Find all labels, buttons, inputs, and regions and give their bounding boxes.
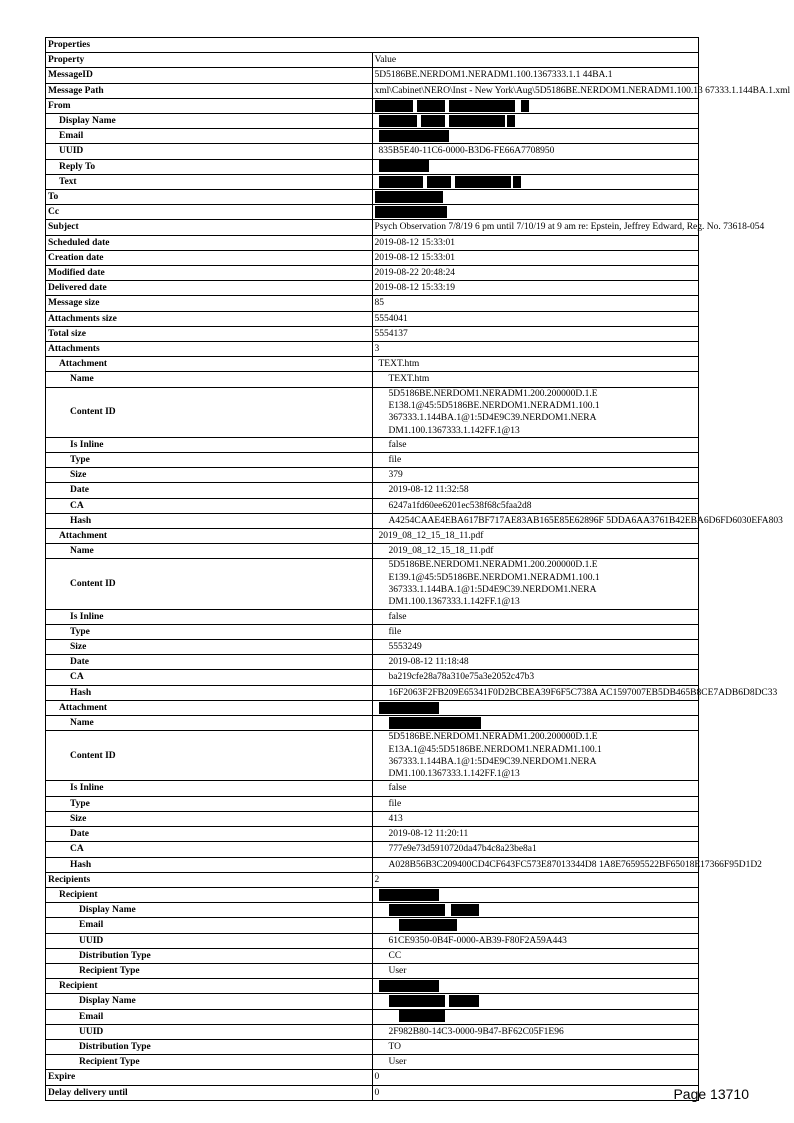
property-name: Size [46, 640, 373, 655]
property-value: 777e9e73d5910720da47b4c8a23be8a1 [372, 842, 699, 857]
property-value: 2F982B80-14C3-0000-9B47-BF62C05F1E96 [372, 1024, 699, 1039]
property-value: ba219cfe28a78a310e75a3e2052c47b3 [372, 670, 699, 685]
property-value: 5D5186BE.NERDOM1.NERADM1.200.200000D.1.E E138.1@45:5D5186BE.NERDOM1.NERADM1.100.1 367333.1.144BA.1@1:5D4E9C39.NERDOM1.NERA DM1.100.1367333.1.142FF.1@13 [372, 387, 699, 437]
property-name: Is Inline [46, 781, 373, 796]
property-name: Recipient Type [46, 963, 373, 978]
redaction-bar [521, 100, 529, 112]
property-name: Reply To [46, 159, 373, 174]
table-row [46, 544, 699, 559]
property-name: Recipient [46, 887, 373, 902]
table-row [46, 387, 699, 437]
table-row [46, 296, 699, 311]
redaction-bar [399, 1010, 445, 1022]
table-title: Properties [46, 38, 699, 53]
property-value: TO [372, 1039, 699, 1054]
property-value: 2 [372, 872, 699, 887]
property-value: 5D5186BE.NERDOM1.NERADM1.100.1367333.1.1 44BA.1 [372, 68, 699, 83]
property-name: CA [46, 670, 373, 685]
table-row [46, 857, 699, 872]
table-row [46, 811, 699, 826]
property-name: Attachment [46, 700, 373, 715]
table-row [46, 887, 699, 902]
redaction-bar [379, 176, 423, 188]
property-name: Email [46, 918, 373, 933]
table-row [46, 68, 699, 83]
table-row [46, 98, 699, 113]
property-name: Distribution Type [46, 948, 373, 963]
property-value: 835B5E40-11C6-0000-B3D6-FE66A7708950 [372, 144, 699, 159]
property-name: UUID [46, 933, 373, 948]
redaction-bar [497, 176, 511, 188]
property-name: Is Inline [46, 609, 373, 624]
redaction-bar [379, 702, 439, 714]
property-value: Psych Observation 7/8/19 6 pm until 7/10/19 at 9 am re: Epstein, Jeffrey Edward, Reg. No. 73618-054 [372, 220, 699, 235]
property-name: Content ID [46, 387, 373, 437]
table-row [46, 1085, 699, 1100]
property-value: 5D5186BE.NERDOM1.NERADM1.200.200000D.1.E E139.1@45:5D5186BE.NERDOM1.NERADM1.100.1 367333.1.144BA.1@1:5D4E9C39.NERDOM1.NERA DM1.100.1367333.1.142FF.1@13 [372, 559, 699, 609]
property-name: Content ID [46, 559, 373, 609]
property-value: file [372, 624, 699, 639]
redaction-bar [379, 980, 439, 992]
property-name: Hash [46, 513, 373, 528]
table-row [46, 38, 699, 53]
table-row [46, 437, 699, 452]
property-name: Is Inline [46, 437, 373, 452]
table-row [46, 357, 699, 372]
table-row [46, 483, 699, 498]
redacted-value [372, 887, 699, 902]
table-row [46, 129, 699, 144]
property-value: 2019-08-12 11:32:58 [372, 483, 699, 498]
table-row [46, 933, 699, 948]
table-row [46, 342, 699, 357]
property-name: Hash [46, 857, 373, 872]
property-name: Email [46, 129, 373, 144]
redaction-bar [375, 191, 443, 203]
property-value: false [372, 437, 699, 452]
property-name: CA [46, 498, 373, 513]
property-value: 2019-08-12 15:33:19 [372, 281, 699, 296]
table-row [46, 529, 699, 544]
table-row [46, 372, 699, 387]
property-name: MessageID [46, 68, 373, 83]
table-row [46, 190, 699, 205]
table-row [46, 716, 699, 731]
redacted-value [372, 159, 699, 174]
property-name: Recipients [46, 872, 373, 887]
property-value: 5D5186BE.NERDOM1.NERADM1.200.200000D.1.E E13A.1@45:5D5186BE.NERDOM1.NERADM1.100.1 367333.1.144BA.1@1:5D4E9C39.NERDOM1.NERA DM1.100.1367333.1.142FF.1@13 [372, 731, 699, 781]
property-name: Modified date [46, 266, 373, 281]
redaction-bar [451, 904, 479, 916]
property-value: 2019-08-12 11:20:11 [372, 827, 699, 842]
table-row [46, 670, 699, 685]
table-row [46, 205, 699, 220]
property-name: Attachments size [46, 311, 373, 326]
table-row [46, 640, 699, 655]
redaction-bar [427, 176, 451, 188]
table-row [46, 1055, 699, 1070]
table-row [46, 281, 699, 296]
property-name: Attachments [46, 342, 373, 357]
property-value: xml\Cabinet\NERO\Inst - New York\Aug\5D5186BE.NERDOM1.NERADM1.100.13 67333.1.144BA.1.xml [372, 83, 699, 98]
table-row [46, 872, 699, 887]
redacted-value [372, 190, 699, 205]
redacted-value [372, 716, 699, 731]
property-name: To [46, 190, 373, 205]
redaction-bar [449, 100, 503, 112]
redaction-bar [379, 160, 429, 172]
table-row [46, 250, 699, 265]
property-name: Content ID [46, 731, 373, 781]
redaction-bar [449, 995, 479, 1007]
property-name: Creation date [46, 250, 373, 265]
property-value: Value [372, 53, 699, 68]
redaction-bar [503, 100, 515, 112]
table-row [46, 326, 699, 341]
property-name: Property [46, 53, 373, 68]
property-value: 2019_08_12_15_18_11.pdf [372, 529, 699, 544]
table-row [46, 624, 699, 639]
property-value: 379 [372, 468, 699, 483]
redacted-value [372, 979, 699, 994]
table-row [46, 53, 699, 68]
table-row [46, 468, 699, 483]
property-value: User [372, 963, 699, 978]
table-row [46, 979, 699, 994]
table-row [46, 513, 699, 528]
redaction-bar [513, 176, 521, 188]
property-name: UUID [46, 1024, 373, 1039]
property-name: UUID [46, 144, 373, 159]
property-name: Total size [46, 326, 373, 341]
table-row [46, 842, 699, 857]
redaction-bar [375, 100, 413, 112]
redacted-value [372, 98, 699, 113]
property-name: Recipient Type [46, 1055, 373, 1070]
table-row [46, 174, 699, 189]
property-value: 413 [372, 811, 699, 826]
property-name: Hash [46, 685, 373, 700]
redacted-value [372, 114, 699, 129]
redacted-value [372, 918, 699, 933]
redaction-bar [493, 115, 505, 127]
table-row [46, 266, 699, 281]
table-row [46, 1024, 699, 1039]
redaction-bar [455, 176, 497, 188]
property-value: TEXT.htm [372, 372, 699, 387]
property-name: Message size [46, 296, 373, 311]
redaction-bar [389, 717, 431, 729]
property-name: Distribution Type [46, 1039, 373, 1054]
table-row [46, 498, 699, 513]
property-value: 2019_08_12_15_18_11.pdf [372, 544, 699, 559]
property-name: From [46, 98, 373, 113]
redacted-value [372, 994, 699, 1009]
table-row [46, 994, 699, 1009]
property-value: TEXT.htm [372, 357, 699, 372]
property-name: Name [46, 716, 373, 731]
property-name: Recipient [46, 979, 373, 994]
property-name: Message Path [46, 83, 373, 98]
redaction-bar [379, 115, 417, 127]
table-row [46, 731, 699, 781]
property-value: file [372, 453, 699, 468]
property-name: Date [46, 827, 373, 842]
property-name: Scheduled date [46, 235, 373, 250]
property-name: Delivered date [46, 281, 373, 296]
property-name: Subject [46, 220, 373, 235]
redacted-value [372, 129, 699, 144]
table-row [46, 1070, 699, 1085]
property-name: CA [46, 842, 373, 857]
table-row [46, 1039, 699, 1054]
redaction-bar [379, 130, 449, 142]
redacted-value [372, 174, 699, 189]
redacted-value [372, 700, 699, 715]
property-name: Size [46, 468, 373, 483]
property-value: false [372, 609, 699, 624]
property-value: 16F2063F2FB209E65341F0D2BCBEA39F6F5C738A AC1597007EB5DB465B8CE7ADB6D8DC33 [372, 685, 699, 700]
property-value: 5553249 [372, 640, 699, 655]
property-value: 2019-08-12 15:33:01 [372, 250, 699, 265]
property-value: 6247a1fd60ee6201ec538f68c5faa2d8 [372, 498, 699, 513]
property-value: false [372, 781, 699, 796]
property-name: Text [46, 174, 373, 189]
property-value: 0 [372, 1085, 699, 1100]
table-row [46, 311, 699, 326]
table-row [46, 114, 699, 129]
table-row [46, 903, 699, 918]
redaction-bar [431, 717, 481, 729]
table-row [46, 948, 699, 963]
property-name: Name [46, 544, 373, 559]
property-value: 5554137 [372, 326, 699, 341]
table-row [46, 796, 699, 811]
redacted-value [372, 1009, 699, 1024]
table-row [46, 1009, 699, 1024]
property-value: CC [372, 948, 699, 963]
redaction-bar [417, 100, 445, 112]
property-value: A028B56B3C209400CD4CF643FC573E87013344D8 1A8E76595522BF65018E17366F95D1D2 [372, 857, 699, 872]
property-value: 3 [372, 342, 699, 357]
property-name: Attachment [46, 529, 373, 544]
property-name: Name [46, 372, 373, 387]
table-row [46, 453, 699, 468]
redaction-bar [389, 904, 445, 916]
table-row [46, 609, 699, 624]
property-name: Expire [46, 1070, 373, 1085]
property-name: Email [46, 1009, 373, 1024]
property-value: 2019-08-12 11:18:48 [372, 655, 699, 670]
table-row [46, 655, 699, 670]
table-row [46, 700, 699, 715]
redacted-value [372, 205, 699, 220]
table-row [46, 559, 699, 609]
table-row [46, 963, 699, 978]
table-row [46, 781, 699, 796]
property-value: A4254CAAE4EBA617BF717AE83AB165E85E62896F 5DDA6AA3761B42EBA6D6FD6030EFA803 [372, 513, 699, 528]
property-value: 5554041 [372, 311, 699, 326]
table-row [46, 220, 699, 235]
property-name: Size [46, 811, 373, 826]
table-row [46, 235, 699, 250]
redaction-bar [389, 995, 445, 1007]
property-value: 61CE9350-0B4F-0000-AB39-F80F2A59A443 [372, 933, 699, 948]
property-value: 0 [372, 1070, 699, 1085]
property-name: Type [46, 453, 373, 468]
redaction-bar [375, 206, 447, 218]
property-value: 2019-08-12 15:33:01 [372, 235, 699, 250]
property-value: file [372, 796, 699, 811]
property-value: 85 [372, 296, 699, 311]
property-name: Attachment [46, 357, 373, 372]
property-name: Display Name [46, 994, 373, 1009]
table-row [46, 827, 699, 842]
redaction-bar [449, 115, 493, 127]
property-name: Delay delivery until [46, 1085, 373, 1100]
property-name: Display Name [46, 903, 373, 918]
redaction-bar [421, 115, 445, 127]
property-name: Cc [46, 205, 373, 220]
page-number: Page 13710 [673, 1086, 749, 1102]
property-name: Date [46, 655, 373, 670]
table-row [46, 83, 699, 98]
property-name: Type [46, 624, 373, 639]
property-name: Display Name [46, 114, 373, 129]
table-row [46, 144, 699, 159]
redaction-bar [379, 889, 439, 901]
table-row [46, 918, 699, 933]
table-row [46, 685, 699, 700]
redaction-bar [507, 115, 515, 127]
table-row [46, 159, 699, 174]
property-name: Type [46, 796, 373, 811]
property-value: User [372, 1055, 699, 1070]
redaction-bar [399, 919, 457, 931]
property-value: 2019-08-22 20:48:24 [372, 266, 699, 281]
property-name: Date [46, 483, 373, 498]
redacted-value [372, 903, 699, 918]
